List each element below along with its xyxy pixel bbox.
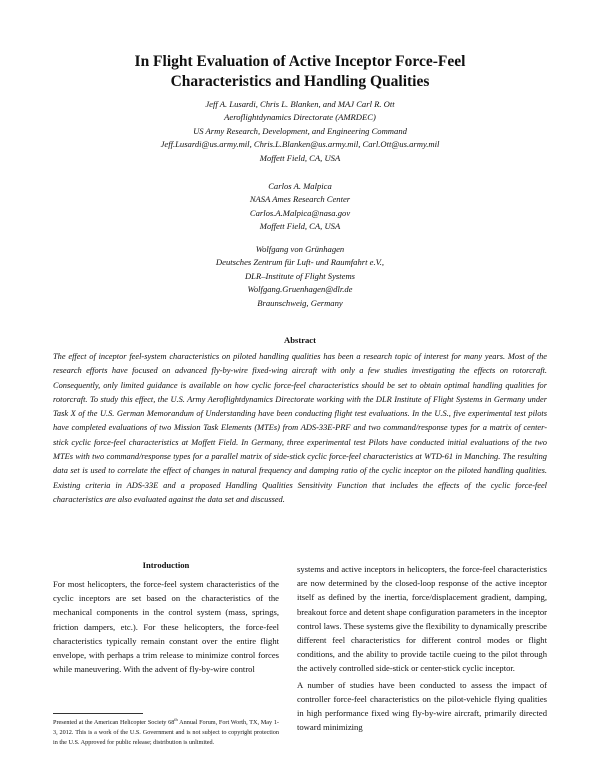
- footnote-rule: [53, 713, 143, 714]
- intro-paragraph: systems and active inceptors in helicopters, the force-feel characteristics are now determined by the closed-loop response of the active inceptor itself as defined by the inertia, force/displacement gradient, damping, breakout force and detent shape configuration parameters in the inceptor control laws. These systems give the flexibility to dynamically prescribe different feel characteristics for different control modes or flight conditions, and the ability to provide tactile cueing to the pilot through the actively controlled side-stick or center-stick cyclic inceptor.: [297, 564, 547, 674]
- abstract-text: The effect of inceptor feel-system characteristics on piloted handling qualities has been a research topic of interest for many years. Most of the research efforts have focused on advanced fly-by-wire fixed-wing aircraft with only a few studies investigating the effects on rotorcraft. Consequently, only limited guidance is available on how cyclic force-feel characteristics should be set to obtain optimal handling qualities for rotorcraft. To study this effect, the U.S. Army Aeroflightdynamics Directorate working with the DLR Institute of Flight Systems in Germany under Task X of the U.S. German Memorandum of Understanding have been conducting flight test evaluations. In the U.S., five experimental test pilots have completed evaluations of two Mission Task Elements (MTEs) from ADS-33E-PRF and two command/response types for a matrix of center-stick cyclic force-feel characteristics at Moffett Field. In Germany, three experimental test Pilots have conducted initial evaluations of the two MTEs with two command/response types for a parallel matrix of side-stick cyclic force-feel characteristics at WTD-61 in Manching. The resulting data set is used to correlate the effect of changes in natural frequency and damping ratio of the cyclic inceptor on the piloted handling qualities. Existing criteria in ADS-33E and a proposed Handling Qualities Sensitivity Function that includes the effects of the cyclic force-feel characteristics are also evaluated against the data set and discussed.: [53, 352, 547, 504]
- left-column: [53, 577, 279, 678]
- footnote-text: Presented at the American Helicopter Society 68: [53, 719, 175, 726]
- footnote-text-continued: Annual Forum, Fort Worth, TX, May 1-3, 2012. This is a work of the U.S. Government and is not subject to copyright protection in the U.S. Approved for public release; distribution is unlimited.: [53, 719, 279, 747]
- author-emails: Jeff.Lusardi@us.army.mil, Chris.L.Blanken@us.army.mil, Carl.Ott@us.army.mil: [160, 139, 440, 150]
- introduction-heading: Introduction: [142, 560, 190, 570]
- intro-paragraph: For most helicopters, the force-feel system characteristics of the cyclic inceptors are set based on the characteristics of the mechanical components in the control system (mass, springs, friction dampers, etc.). For these helicopters, the force-feel characteristics typically remain constant over the entire flight envelope, with perhaps a trim release to minimize control forces while maneuvering. With the advent of fly-by-wire control: [53, 579, 279, 675]
- title-line-2: Characteristics and Handling Qualities: [170, 73, 430, 90]
- footnote: [53, 718, 279, 749]
- affiliation-line: Deutsches Zentrum für Luft- und Raumfahrt e.V.,: [215, 257, 385, 268]
- author-names: Jeff A. Lusardi, Chris L. Blanken, and MAJ Carl R. Ott: [205, 99, 395, 109]
- author-location: Braunschweig, Germany: [257, 297, 343, 308]
- affiliation-line: DLR–Institute of Flight Systems: [244, 270, 356, 281]
- author-block-dlr: [40, 243, 560, 310]
- author-emails: Carlos.A.Malpica@nasa.gov: [249, 207, 351, 218]
- author-names: Carlos A. Malpica: [268, 181, 332, 191]
- abstract-heading: Abstract: [284, 335, 316, 345]
- affiliation-line: US Army Research, Development, and Engineering Command: [193, 125, 407, 136]
- title-line-1: In Flight Evaluation of Active Inceptor Force-Feel: [134, 53, 466, 70]
- author-block-nasa: [40, 180, 560, 234]
- affiliation-line: NASA Ames Research Center: [249, 194, 351, 205]
- footnote-superscript: th: [174, 716, 178, 722]
- author-location: Moffett Field, CA, USA: [259, 221, 341, 232]
- author-names: Wolfgang von Grünhagen: [255, 244, 345, 254]
- paper-title: [40, 52, 560, 92]
- author-emails: Wolfgang.Gruenhagen@dlr.de: [247, 284, 353, 295]
- intro-paragraph: A number of studies have been conducted to assess the impact of controller force-feel characteristics on the pilot-vehicle flying qualities in high performance fixed wing fly-by-wire aircraft, primarily directed toward minimizing: [297, 679, 547, 733]
- right-column: [297, 562, 547, 736]
- author-location: Moffett Field, CA, USA: [259, 152, 341, 163]
- affiliation-line: Aeroflightdynamics Directorate (AMRDEC): [224, 112, 376, 123]
- author-block-army: [40, 98, 560, 165]
